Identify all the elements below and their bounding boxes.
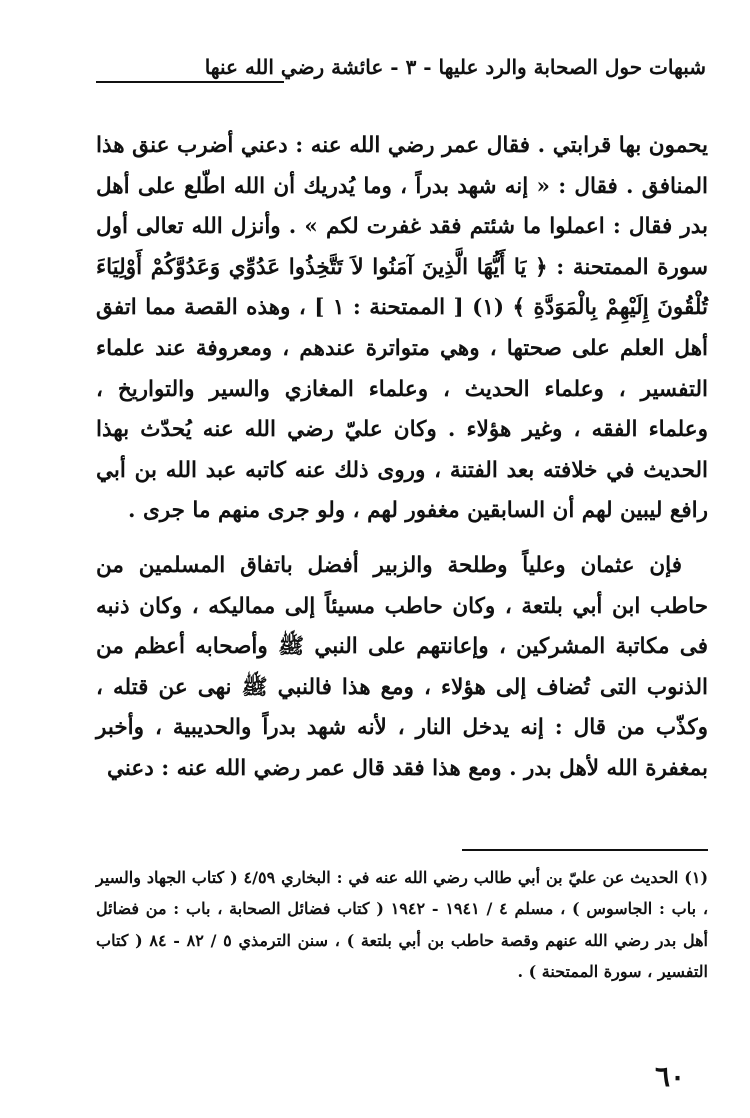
header-rule	[96, 81, 284, 83]
running-header: شبهات حول الصحابة والرد عليها - ٣ - عائشة رضي الله عنها	[204, 55, 706, 79]
main-text	[96, 126, 708, 790]
paragraph-2: فإن عثمان وعلياً وطلحة والزبير أفضل باتفاق المسلمين من حاطب ابن أبي بلتعة ، وكان حاطب مسيئاً إلى مماليكه ، وكان ذنبه فى مكاتبة المشركين ، وإعانتهم على النبي ﷺ وأصحابه أعظم من الذنوب التى تُضاف إلى هؤلاء ، ومع هذا فالنبي ﷺ نهى عن قتله ، وكذّب من قال : إنه يدخل النار ، لأنه شهد بدراً والحديبية ، وأخبر بمغفرة الله لأهل بدر . ومع هذا فقد قال عمر رضي الله عنه : دعني	[96, 552, 708, 781]
paragraph-1: يحمون بها قرابتي . فقال عمر رضي الله عنه : دعني أضرب عنق هذا المنافق . فقال : « إنه شهد بدراً ، وما يُدريك أن الله اطّلع على أهل بدر فقال : اعملوا ما شئتم فقد غفرت لكم » . وأنزل الله تعالى أول سورة الممتحنة : ﴿ يَا أَيُّهَا الَّذِينَ آمَنُوا لاَ تَتَّخِذُوا عَدُوِّي وَعَدُوَّكُمْ أَوْلِيَاءَ تُلْقُونَ إِلَيْهِمْ بِالْمَوَدَّةِ ﴾ (١) [ الممتحنة : ١ ] ، وهذه القصة مما اتفق أهل العلم على صحتها ، وهي متواترة عندهم ، ومعروفة عند علماء التفسير ، وعلماء الحديث ، وعلماء المغازي والسير والتواريخ ، وعلماء الفقه ، وغير هؤلاء . وكان عليّ رضي الله عنه يُحدّث بهذا الحديث في خلافته بعد الفتنة ، وروى ذلك عنه كاتبه عبد الله بن أبي رافع ليبين لهم أن السابقين مغفور لهم ، ولو جرى منهم ما جرى .	[96, 133, 708, 524]
footnote-rule	[462, 849, 708, 851]
page-number: ٦٠	[654, 1060, 686, 1093]
footnotes	[96, 862, 708, 987]
footnote-1: (١) الحديث عن عليّ بن أبي طالب رضي الله عنه في : البخاري ٤/٥٩ ( كتاب الجهاد والسير ، باب : الجاسوس ) ، مسلم ٤ / ١٩٤١ - ١٩٤٢ ( كتاب فضائل الصحابة ، باب : من فضائل أهل بدر رضي الله عنهم وقصة حاطب بن أبي بلتعة ) ، سنن الترمذي ٥ / ٨٢ - ٨٤ ( كتاب التفسير ، سورة الممتحنة ) .	[96, 868, 709, 981]
